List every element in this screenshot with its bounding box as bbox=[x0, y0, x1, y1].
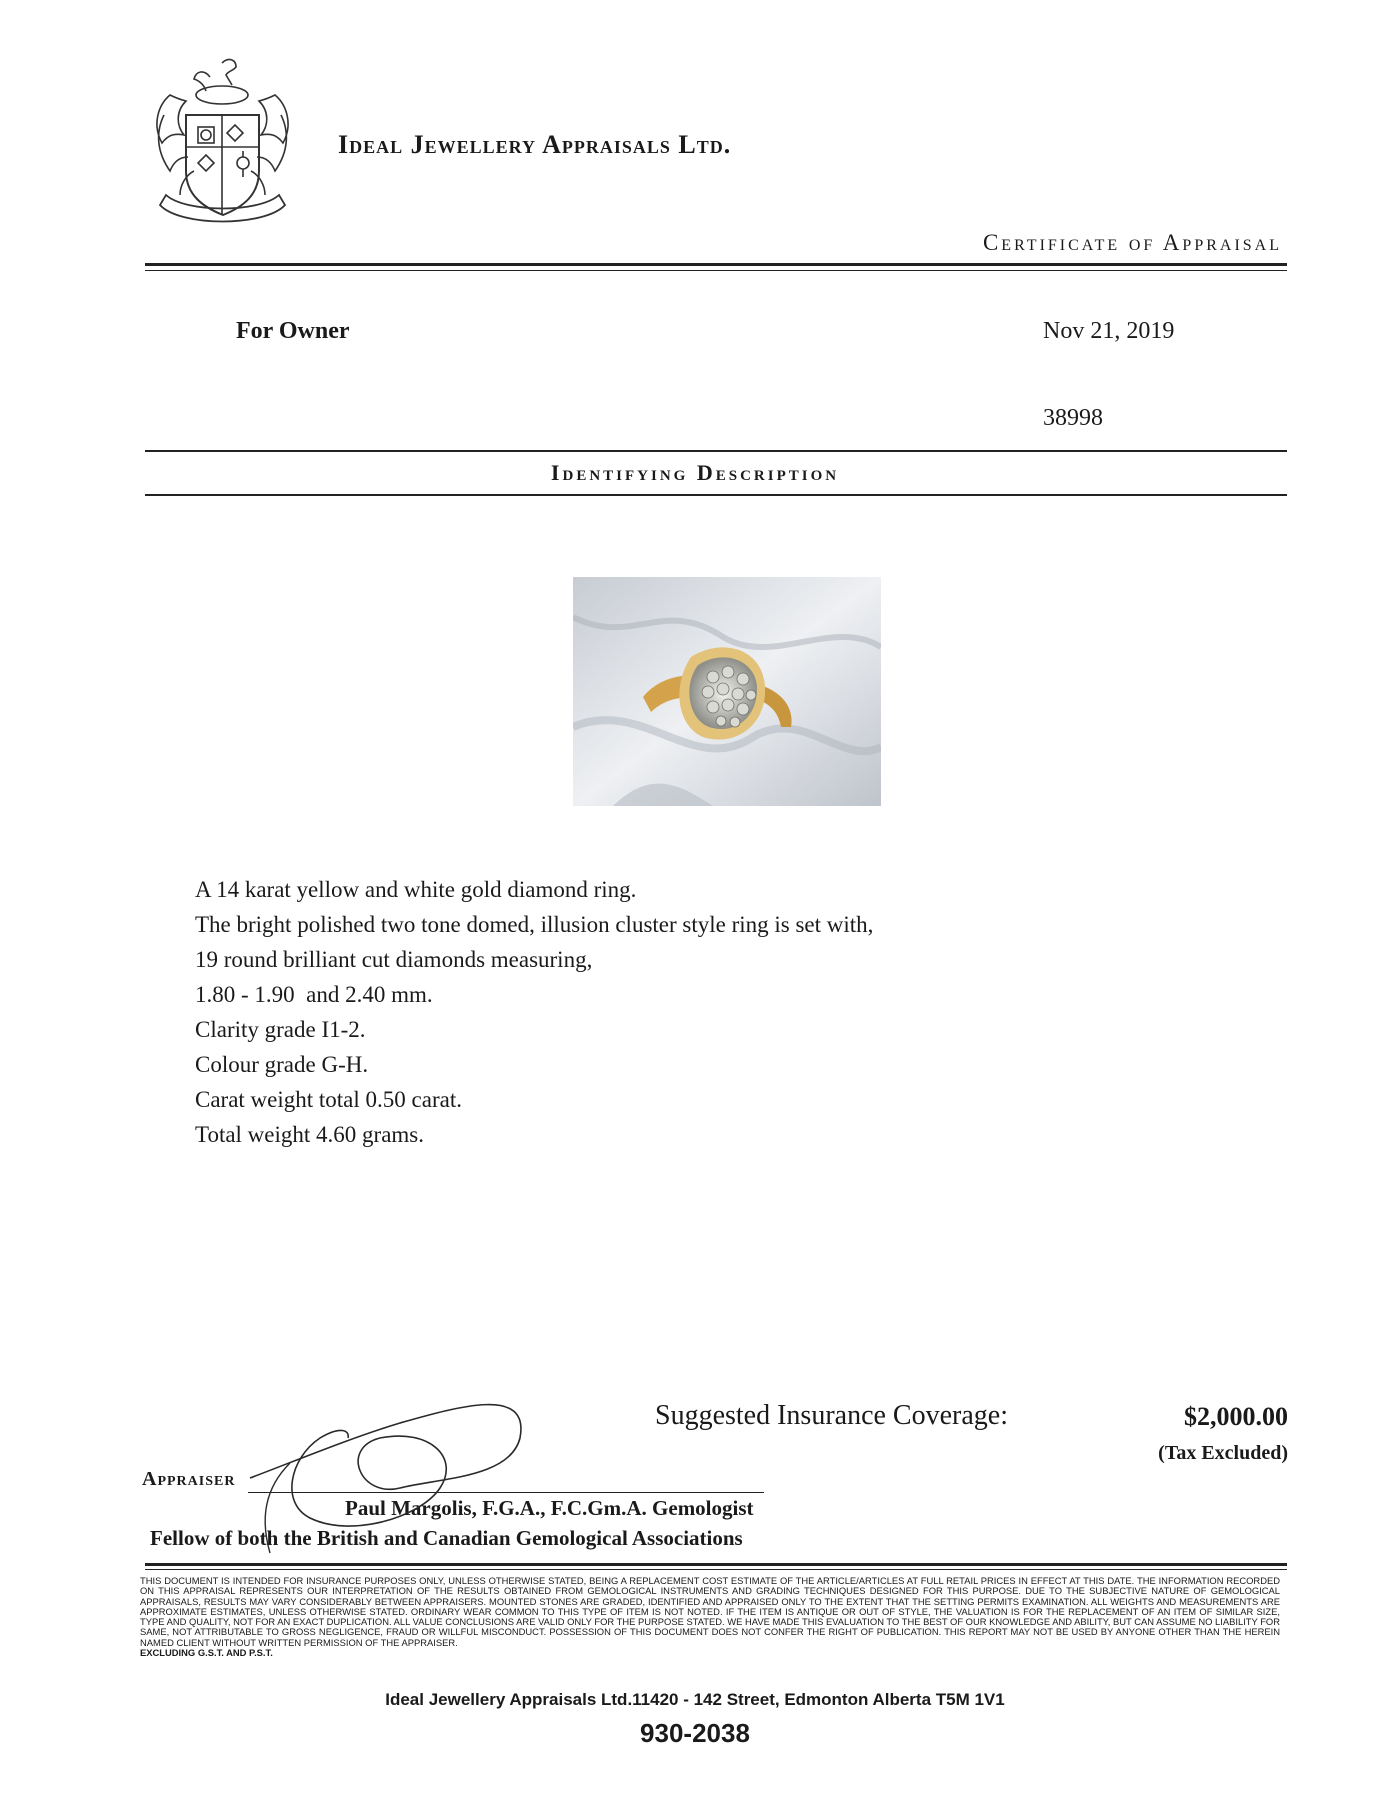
ring-photo bbox=[573, 577, 881, 806]
coat-of-arms-icon bbox=[150, 55, 295, 240]
disclaimer-text: THIS DOCUMENT IS INTENDED FOR INSURANCE PURPOSES ONLY, UNLESS OTHERWISE STATED, BEING A REPLACEMENT COST ESTIMATE OF THE ARTICLE/ARTICLES AT FULL RETAIL PRICES IN EFFECT AT THIS DATE. THE INFORMATION RECORDED ON THIS APPRAISAL REPRESENTS OUR INTERPRETATION OF THE RESULTS OBTAINED FROM GEMOLOGICAL INSTRUMENTS AND GRADING TECHNIQUES DESIGNED FOR THIS PURPOSE. DUE TO THE SUBJECTIVE NATURE OF GEMOLOGICAL APPRAISALS, RESULTS MAY VARY CONSIDERABLY BETWEEN APPRAISERS. MOUNTED STONES ARE GRADED, IDENTIFIED AND APPRAISED ONLY TO THE EXTENT THAT THE SETTING PERMITS EXAMINATION. ALL WEIGHTS AND MEASUREMENTS ARE APPROXIMATE ESTIMATES, UNLESS OTHERWISE STATED. ORDINARY WEAR COMMON TO THIS TYPE OF ITEM IS NOT NOTED. IF THE ITEM IS ANTIQUE OR OUT OF STYLE, THE VALUATION IS FOR THE REPLACEMENT OF AN ITEM OF SIMILAR SIZE, TYPE AND QUALITY, NOT FOR AN EXACT DUPLICATION. ALL VALUE CONCLUSIONS ARE VALID ONLY FOR THE PURPOSE STATED. WE HAVE MADE THIS EVALUATION TO THE BEST OF OUR KNOWLEDGE AND ABILITY, BUT CAN ASSUME NO LIABILITY FOR SAME, NOT ATTRIBUTABLE TO GROSS NEGLIGENCE, FRAUD OR WILLFUL MISCONDUCT. POSSESSION OF THIS DOCUMENT DOES NOT CONFER THE RIGHT OF PUBLICATION. THIS REPORT MAY NOT BE USED BY ANYONE OTHER THAN THE HEREIN NAMED CLIENT WITHOUT WRITTEN PERMISSION OF THE APPRAISER. bbox=[140, 1575, 1280, 1648]
appraiser-fellowship: Fellow of both the British and Canadian Gemological Associations bbox=[150, 1526, 743, 1550]
description-line: 1.80 - 1.90 and 2.40 mm. bbox=[195, 982, 433, 1007]
section-rule-top bbox=[145, 450, 1287, 452]
certificate-title: Certificate of Appraisal bbox=[982, 230, 1282, 255]
appraiser-signature bbox=[230, 1368, 540, 1558]
tax-note: (Tax Excluded) bbox=[1158, 1442, 1288, 1464]
footer-phone: 930-2038 bbox=[640, 1718, 750, 1748]
section-rule-bottom bbox=[145, 494, 1287, 496]
description-line: Carat weight total 0.50 carat. bbox=[195, 1087, 462, 1112]
insurance-label: Suggested Insurance Coverage: bbox=[655, 1400, 1008, 1431]
description-line: The bright polished two tone domed, illusion cluster style ring is set with, bbox=[195, 912, 874, 937]
description-line: Total weight 4.60 grams. bbox=[195, 1122, 424, 1147]
disclaimer bbox=[140, 1576, 1280, 1658]
insurance-value: $2,000.00 bbox=[1184, 1402, 1288, 1431]
section-title: Identifying Description bbox=[550, 460, 840, 485]
appraisal-date: Nov 21, 2019 bbox=[1043, 318, 1175, 344]
footer-rule-thin bbox=[145, 1569, 1287, 1570]
owner-label: For Owner bbox=[236, 318, 350, 344]
description-line: Clarity grade I1-2. bbox=[195, 1017, 366, 1042]
header-rule-thick bbox=[145, 263, 1287, 266]
description-line: A 14 karat yellow and white gold diamond ring. bbox=[195, 877, 637, 902]
description-line: 19 round brilliant cut diamonds measuring, bbox=[195, 947, 593, 972]
appraiser-name: Paul Margolis, F.G.A., F.C.Gm.A. Gemologist bbox=[345, 1496, 754, 1520]
company-name: Ideal Jewellery Appraisals Ltd. bbox=[338, 130, 732, 159]
description-line: Colour grade G-H. bbox=[195, 1052, 369, 1077]
appraiser-label: Appraiser bbox=[142, 1468, 236, 1490]
footer-rule-thick bbox=[145, 1563, 1287, 1566]
header-rule-thin bbox=[145, 270, 1287, 271]
tax-exclusion-note: EXCLUDING G.S.T. AND P.S.T. bbox=[140, 1647, 273, 1659]
reference-number: 38998 bbox=[1043, 405, 1103, 431]
item-description bbox=[195, 872, 873, 1152]
footer-address: Ideal Jewellery Appraisals Ltd.11420 - 142 Street, Edmonton Alberta T5M 1V1 bbox=[385, 1690, 1005, 1709]
